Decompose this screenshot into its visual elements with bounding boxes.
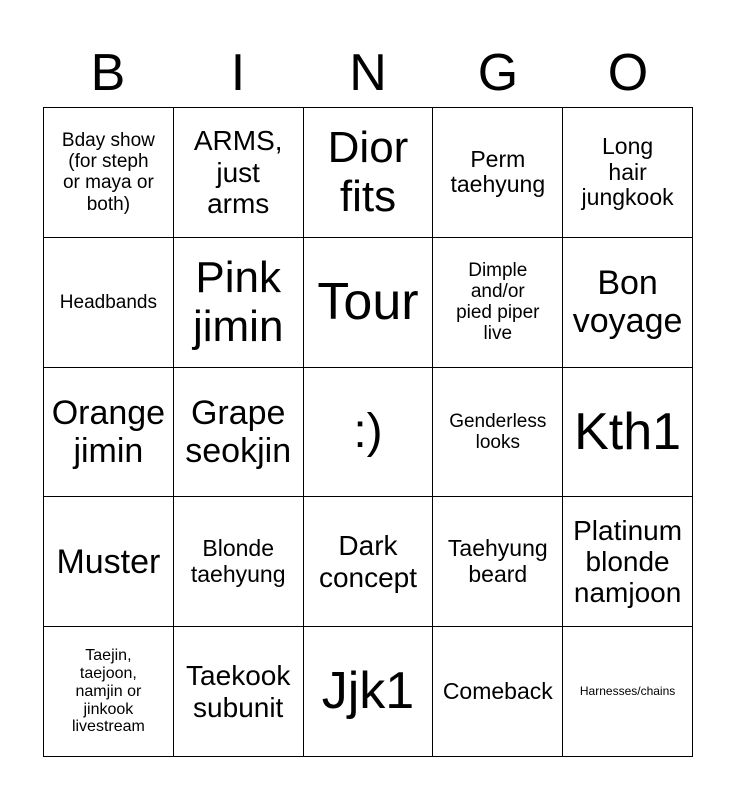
bingo-cell[interactable] [433, 108, 563, 238]
bingo-cell-text: Pink jimin [192, 252, 284, 352]
bingo-cell[interactable] [304, 497, 434, 627]
bingo-cell-text: Taekook subunit [186, 660, 291, 723]
bingo-cell[interactable] [304, 627, 434, 757]
bingo-cell-text: Kth1 [574, 402, 682, 461]
bingo-cell[interactable] [563, 238, 693, 368]
bingo-cell-text: Tour [317, 273, 419, 332]
bingo-cell-text: Comeback [442, 677, 553, 704]
bingo-cell[interactable] [563, 497, 693, 627]
bingo-grid [43, 107, 693, 757]
bingo-cell[interactable] [44, 368, 174, 498]
bingo-cell-text: Muster [56, 542, 161, 581]
bingo-cell[interactable] [433, 497, 563, 627]
bingo-cell[interactable] [563, 368, 693, 498]
bingo-cell-text: Long hair jungkook [581, 132, 674, 211]
bingo-cell-text: Grape seokjin [185, 393, 292, 470]
bingo-cell-text: Harnesses/chains [579, 683, 676, 698]
bingo-cell-text: Perm taehyung [450, 145, 546, 198]
header-letter-i: I [230, 44, 246, 102]
bingo-cell[interactable] [433, 627, 563, 757]
bingo-cell-text: Taehyung beard [447, 535, 548, 587]
bingo-cell[interactable] [304, 108, 434, 238]
bingo-cell-text: Bday show (for steph or maya or both) [61, 129, 155, 215]
bingo-cell-text: Dimple and/or pied piper live [456, 259, 540, 345]
header-letter-o: O [607, 44, 649, 102]
bingo-cell[interactable] [44, 108, 174, 238]
header-letter-n: N [349, 44, 387, 102]
bingo-cell[interactable] [174, 627, 304, 757]
bingo-cell-text: Orange jimin [51, 393, 166, 470]
bingo-cell-text: ARMS, just arms [193, 125, 283, 220]
bingo-cell-text: Headbands [59, 291, 157, 313]
header-letter-b: B [90, 44, 126, 102]
bingo-cell-text: Taejin, taejoon, namjin or jinkook livestream [71, 646, 145, 736]
bingo-cell[interactable] [304, 368, 434, 498]
bingo-cell[interactable] [304, 238, 434, 368]
bingo-cell[interactable] [174, 238, 304, 368]
bingo-cell-text: Dark concept [318, 530, 418, 593]
bingo-cell[interactable] [433, 238, 563, 368]
bingo-cell-text: :) [353, 405, 383, 459]
bingo-cell[interactable] [174, 108, 304, 238]
bingo-cell[interactable] [44, 497, 174, 627]
bingo-cell[interactable] [44, 238, 174, 368]
bingo-cell-text: Genderless looks [449, 410, 547, 453]
bingo-cell[interactable] [174, 497, 304, 627]
bingo-cell-text: Bon voyage [572, 264, 683, 341]
bingo-cell-text: Platinum blonde namjoon [573, 514, 683, 609]
bingo-cell[interactable] [563, 108, 693, 238]
header-letter-g: G [477, 44, 519, 102]
bingo-header [43, 38, 693, 108]
bingo-cell[interactable] [563, 627, 693, 757]
bingo-cell[interactable] [174, 368, 304, 498]
bingo-cell-text: Blonde taehyung [190, 535, 286, 587]
bingo-cell[interactable] [44, 627, 174, 757]
bingo-cell-text: Jjk1 [321, 662, 415, 721]
bingo-cell-text: Dior fits [327, 123, 409, 222]
bingo-cell[interactable] [433, 368, 563, 498]
